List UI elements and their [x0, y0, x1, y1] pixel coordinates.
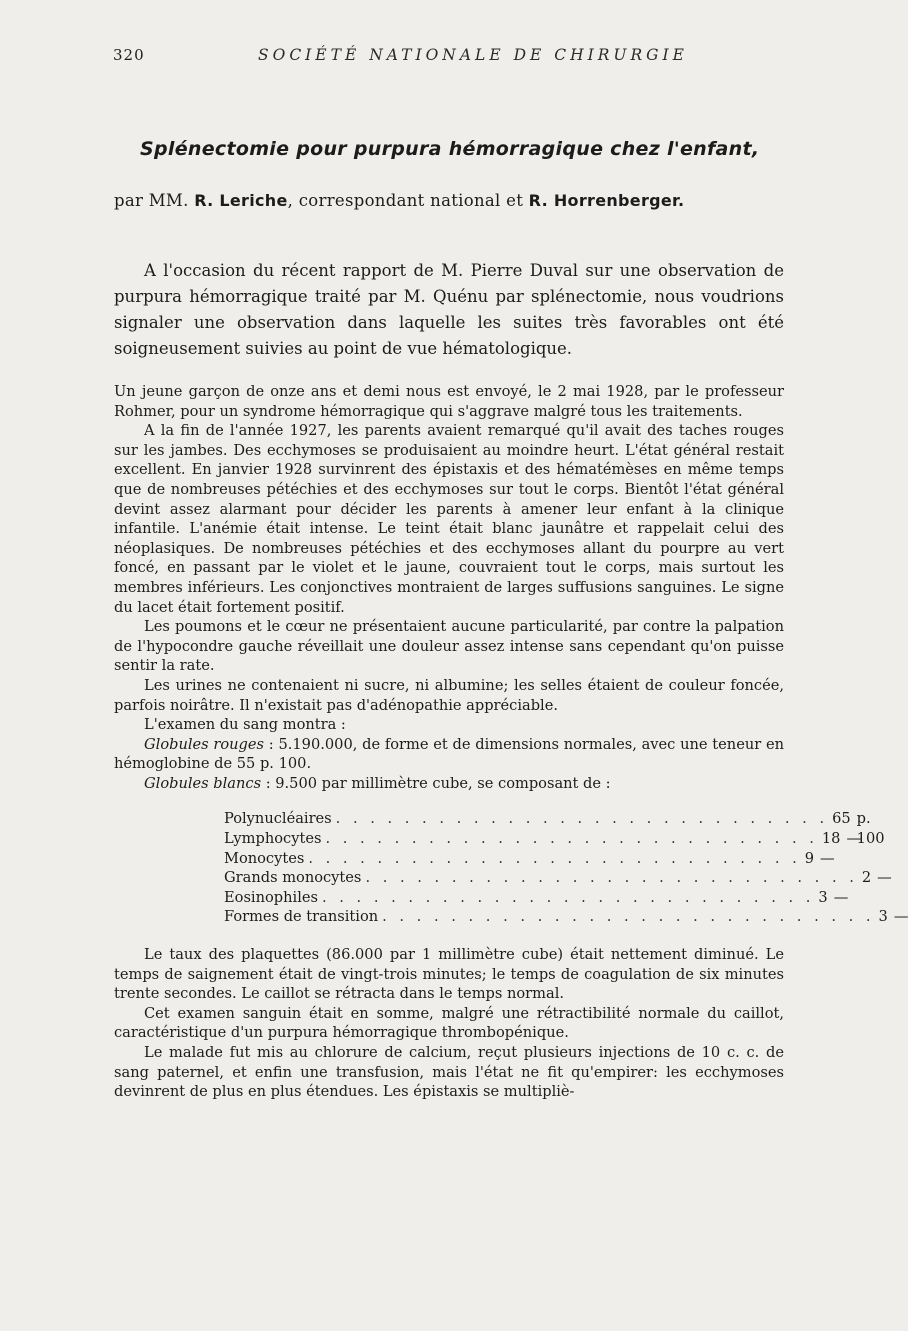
intro-section — [114, 258, 784, 362]
article-authors — [114, 191, 790, 210]
row-label: Polynucléaires — [224, 810, 332, 828]
leader-dots: . . . . . . . . . . . . . . . . . . . . . . . . . . . . . — [382, 908, 875, 926]
white-cells-text: : 9.500 par millimètre cube, se composant de : — [261, 774, 611, 792]
authors-prefix: par MM. — [114, 191, 195, 210]
paragraph-4: Les urines ne contenaient ni sucre, ni albumine; les selles étaient de couleur foncée, parfois noirâtre. Il n'existait pas d'adénopathie appréciable. — [114, 676, 784, 714]
page-header — [113, 46, 778, 70]
authors-middle: , correspondant national et — [287, 191, 529, 210]
paragraph-3: Les poumons et le cœur ne présentaient aucune particularité, par contre la palpation de l'hypocondre gauche réveillait une douleur assez intense sans cependant qu'on puisse sentir la rate. — [114, 618, 784, 675]
table-row — [224, 829, 862, 849]
leader-dots: . . . . . . . . . . . . . . . . . . . . . . . . . . . . . — [321, 888, 815, 906]
running-head: SOCIÉTÉ NATIONALE DE CHIRURGIE — [258, 46, 688, 64]
row-value: 18 — [821, 830, 841, 848]
leader-dots: . . . . . . . . . . . . . . . . . . . . . . . . . . . . . — [308, 849, 801, 867]
row-label: Monocytes — [224, 849, 305, 867]
row-value: 2 — [861, 869, 872, 887]
red-cells-text: : 5.190.000, de forme et de dimensions normales, avec une teneur en hémoglobine de 55 p. 100. — [114, 735, 784, 773]
paragraph-2: A la fin de l'année 1927, les parents avaient remarqué qu'il avait des taches rouges sur les jambes. Des ecchymoses se produisaient au moindre heurt. L'état général restait excellent. En janvier 1928 survinrent des épistaxis et des hématémèses en même temps que de nombreuses pétéchies et des ecchymoses sur tout le corps. Bientôt l'état général devint assez alarmant pour décider les parents à amener leur enfant à la clinique infantile. L'anémie était intense. Le teint était blanc jaunâtre et rappelait celui des néoplasiques. De nombreuses pétéchies et des ecchymoses allant du pourpre au vert foncé, en passant par le violet et le jaune, couvraient tout le corps, mais surtout les membres inférieurs. Les conjonctives montraient de larges suffusions sanguines. Le signe du lacet était fortement positif. — [114, 422, 784, 616]
row-label: Eosinophiles — [224, 888, 318, 906]
author-horrenberger: R. Horrenberger. — [528, 191, 685, 210]
paragraph-9: Cet examen sanguin était en somme, malgré une rétractibilité normale du caillot, caractéristique d'un purpura hémorragique thrombopénique. — [114, 1004, 784, 1042]
row-value: 3 — [878, 908, 888, 926]
row-label: Formes de transition — [224, 908, 379, 926]
leader-dots: . . . . . . . . . . . . . . . . . . . . . . . . . . . . . — [325, 830, 818, 848]
row-unit: — — [846, 830, 862, 848]
article-title: Splénectomie pour purpura hémorragique chez l'enfant, — [140, 138, 760, 160]
row-label: Grands monocytes — [224, 869, 362, 887]
row-value: 65 — [832, 810, 851, 828]
table-row — [224, 849, 835, 869]
leukocyte-formula-table — [224, 809, 908, 927]
author-leriche: R. Leriche — [194, 191, 288, 210]
page-number: 320 — [113, 46, 145, 64]
row-unit: — — [820, 849, 835, 867]
paragraph-7 — [114, 774, 784, 794]
leader-dots: . . . . . . . . . . . . . . . . . . . . . . . . . . . . . — [365, 869, 858, 887]
table-row — [224, 888, 849, 908]
case-report — [114, 382, 908, 1102]
leader-dots: . . . . . . . . . . . . . . . . . . . . . . . . . . . . . — [335, 810, 829, 828]
row-unit: — — [893, 908, 908, 926]
red-cells-label: Globules rouges — [144, 735, 265, 753]
row-unit: — — [877, 869, 892, 887]
row-label: Lymphocytes — [224, 830, 322, 848]
row-value: 9 — [804, 849, 815, 867]
table-row — [224, 868, 892, 888]
white-cells-label: Globules blancs — [144, 774, 262, 792]
paragraph-5: L'examen du sang montra : — [144, 716, 346, 734]
paragraph-10: Le malade fut mis au chlorure de calcium, reçut plusieurs injections de 10 c. c. de sang paternel, et enfin une transfusion, mais l'état ne fit qu'empirer: les ecchymoses devinrent de plus en plus étendues. Les épistaxis se multipliè- — [114, 1044, 784, 1101]
paragraph-6 — [114, 735, 784, 774]
row-unit: p. 100 — [856, 810, 885, 848]
paragraph-8: Le taux des plaquettes (86.000 par 1 millimètre cube) était nettement diminué. Le temps de saignement était de vingt-trois minutes; le temps de coagulation de six minutes trente secondes. Le caillot se rétracta dans le temps normal. — [114, 946, 784, 1003]
intro-paragraph: A l'occasion du récent rapport de M. Pierre Duval sur une observation de purpura hémorragique traité par M. Quénu par splénectomie, nous voudrions signaler une observation dans laquelle les suites très favorables ont été soigneusement suivies au point de vue hématologique. — [114, 261, 784, 358]
table-row — [224, 907, 908, 927]
row-value: 3 — [818, 888, 828, 906]
paragraph-1: Un jeune garçon de onze ans et demi nous est envoyé, le 2 mai 1928, par le professeur Rohmer, pour un syndrome hémorragique qui s'aggrave malgré tous les traitements. — [114, 383, 784, 420]
row-unit: — — [833, 888, 849, 906]
